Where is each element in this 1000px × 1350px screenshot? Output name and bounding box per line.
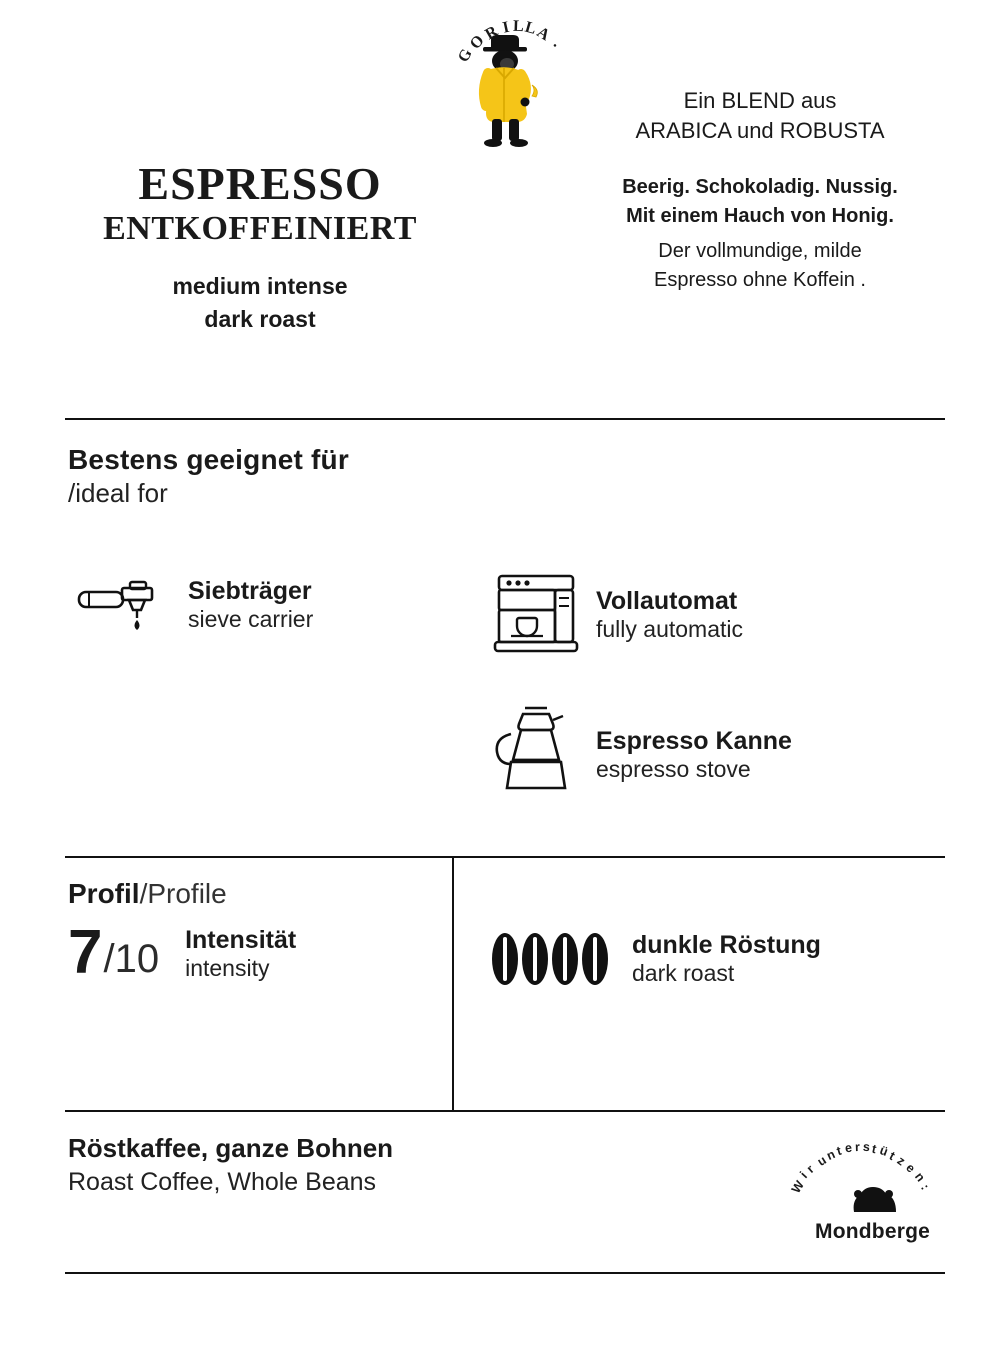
usage-label-en: sieve carrier [188, 605, 314, 632]
intensity-label-en: intensity [185, 954, 270, 981]
product-type-block [68, 1132, 393, 1198]
usage-item-portafilter [68, 570, 313, 640]
divider-top [65, 418, 945, 420]
usage-item-espresso-machine [476, 560, 743, 670]
ideal-for-section [68, 444, 958, 509]
usage-label-de: Espresso Kanne [596, 726, 792, 755]
support-badge-name: Mondberge [815, 1220, 930, 1243]
coffee-bean-icon [492, 933, 518, 985]
brand-logo [455, 18, 575, 158]
body-description-line2: Espresso ohne Koffein . [654, 269, 866, 292]
usage-label-de: Vollautomat [596, 586, 738, 615]
support-badge-arc-text: W i r u n t e r s t ü t z e n : [788, 1139, 933, 1196]
coffee-bean-icon [582, 933, 608, 985]
divider-profile-vertical [452, 856, 454, 1110]
intensity-label-de: Intensität [185, 925, 297, 954]
tasting-notes-line1: Beerig. Schokoladig. Nussig. [622, 176, 898, 199]
profile-title [68, 878, 438, 910]
gorilla-silhouette-icon [846, 1184, 902, 1214]
usage-label-en: fully automatic [596, 615, 744, 642]
page-subtitle: ENTKOFFEINIERT [103, 210, 417, 248]
header-section [0, 0, 1000, 400]
roast-descriptor-line1: medium intense [172, 272, 348, 299]
usage-item-moka-pot-text [596, 727, 792, 783]
roast-descriptor-line2: dark roast [204, 306, 316, 333]
roast-level-en: dark roast [632, 960, 735, 986]
profile-section [68, 878, 438, 987]
blend-line2: ARABICA und ROBUSTA [635, 117, 885, 143]
intensity-value: 7 [68, 918, 102, 987]
brand-logo-wordmark: G O R I L L A · [454, 17, 564, 66]
usage-item-espresso-machine-text [596, 587, 743, 643]
tasting-notes-line2: Mit einem Hauch von Honig. [626, 205, 894, 228]
body-description-line1: Der vollmundige, milde [658, 240, 862, 263]
divider-footer-top [65, 1110, 945, 1112]
espresso-machine-icon [476, 560, 596, 670]
ideal-for-title: Bestens geeignet für [68, 444, 349, 475]
blend-line1: Ein BLEND aus [683, 88, 837, 113]
profile-title-en: /Profile [139, 878, 227, 909]
moka-pot-icon [476, 700, 596, 810]
intensity-row [68, 918, 438, 987]
roast-level-de: dunkle Röstung [632, 931, 821, 959]
divider-bottom [65, 1272, 945, 1274]
product-type-en: Roast Coffee, Whole Beans [68, 1167, 377, 1196]
tasting-notes [560, 173, 960, 231]
roast-level-block [492, 930, 821, 988]
coffee-bean-icon [522, 933, 548, 985]
intensity-scale: /10 [103, 936, 160, 981]
usage-item-moka-pot [476, 700, 792, 810]
usage-label-en: espresso stove [596, 755, 751, 782]
support-badge [790, 1140, 955, 1250]
ideal-for-subtitle: /ideal for [68, 478, 168, 508]
roast-descriptor [60, 270, 460, 337]
usage-item-portafilter-text [188, 577, 313, 633]
coffee-bean-rating [492, 933, 608, 985]
coffee-bean-icon [552, 933, 578, 985]
intensity-label [185, 925, 296, 983]
description-block [560, 86, 960, 295]
usage-label-de: Siebträger [188, 576, 312, 605]
profile-title-de: Profil [68, 878, 140, 909]
blend-info [560, 86, 960, 145]
body-description [560, 237, 960, 295]
product-type-de: Röstkaffee, ganze Bohnen [68, 1133, 394, 1163]
page-title: ESPRESSO [138, 158, 382, 209]
roast-level-text [632, 930, 821, 988]
portafilter-icon [68, 570, 188, 640]
product-title-block [60, 160, 460, 336]
divider-profile-top [65, 856, 945, 858]
